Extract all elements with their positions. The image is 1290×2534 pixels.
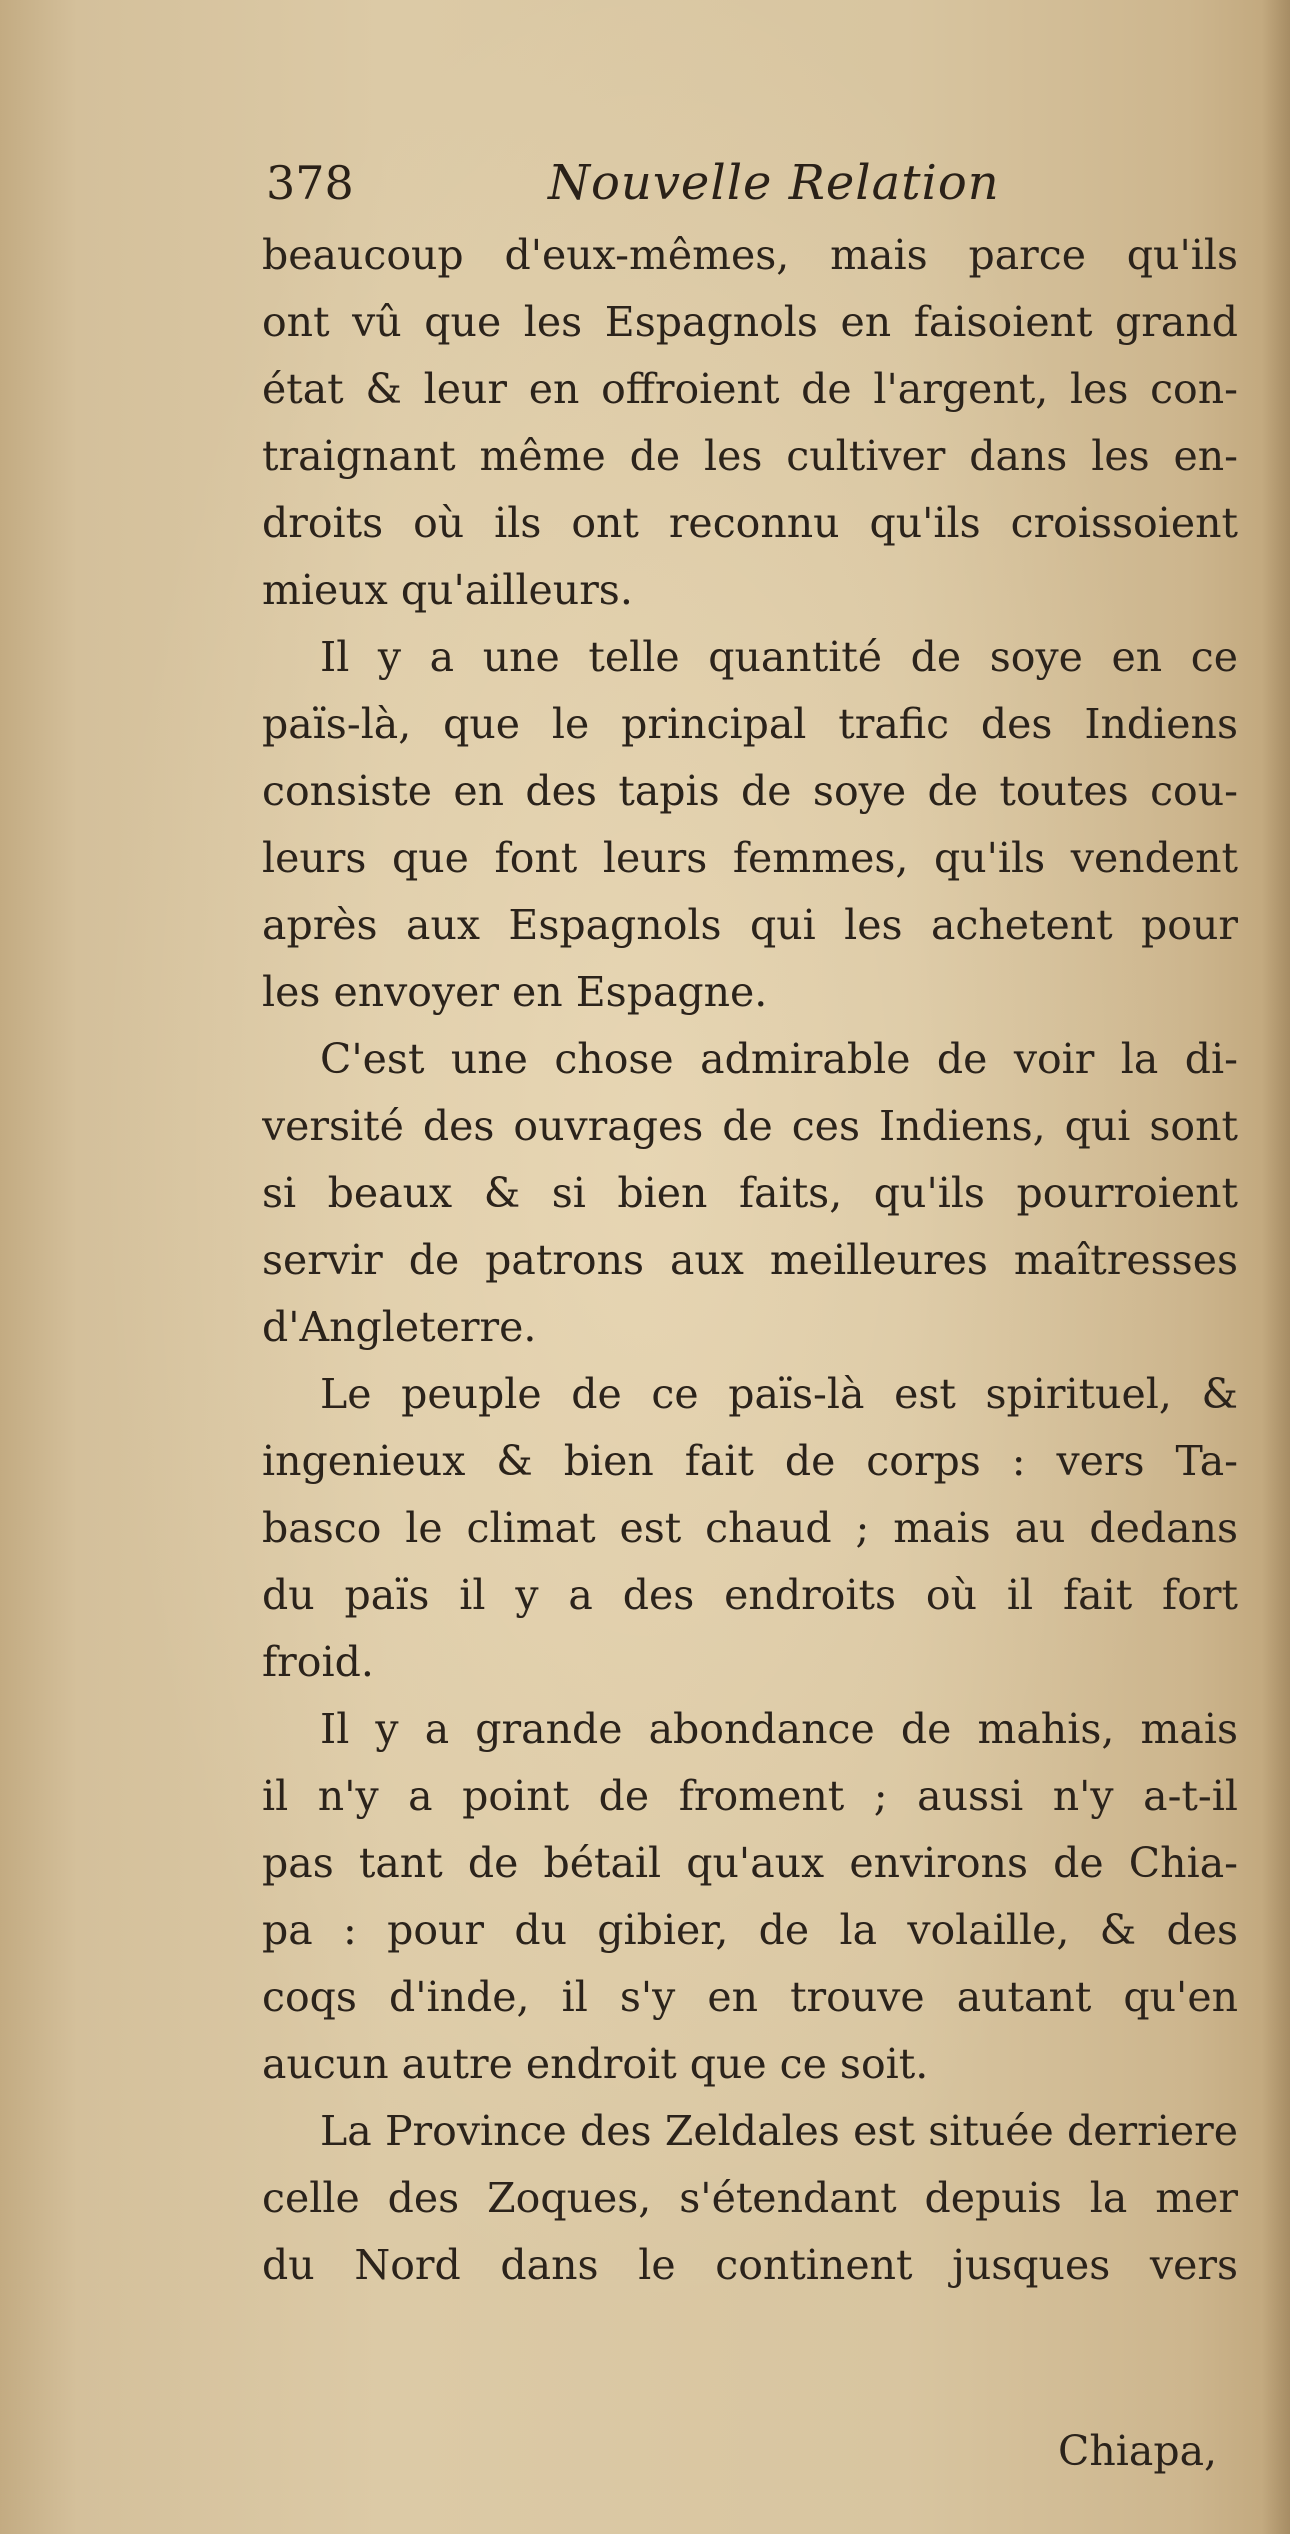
text-line: pa : pour du gibier, de la volaille, & des: [262, 1906, 1238, 1954]
text-line: consiste en des tapis de soye de toutes cou-: [262, 767, 1238, 815]
text-line: du païs il y a des endroits où il fait fort: [262, 1571, 1238, 1619]
text-line: beaucoup d'eux-mêmes, mais parce qu'ils: [262, 231, 1238, 279]
text-line: état & leur en offroient de l'argent, les con-: [262, 365, 1238, 413]
text-line: pas tant de bétail qu'aux environs de Chia-: [262, 1839, 1238, 1887]
text-line: mieux qu'ailleurs.: [262, 566, 633, 614]
text-line: La Province des Zeldales est située derriere: [320, 2107, 1238, 2155]
text-line: les envoyer en Espagne.: [262, 968, 768, 1016]
text-line: Le peuple de ce païs-là est spirituel, &: [320, 1370, 1238, 1418]
text-line: ont vû que les Espagnols en faisoient grand: [262, 298, 1238, 346]
text-line: versité des ouvrages de ces Indiens, qui sont: [262, 1102, 1238, 1150]
text-line: celle des Zoques, s'étendant depuis la mer: [262, 2174, 1238, 2222]
text-line: païs-là, que le principal trafic des Indiens: [262, 700, 1238, 748]
catchword: Chiapa,: [1058, 2427, 1218, 2475]
text-line: basco le climat est chaud ; mais au dedans: [262, 1504, 1238, 1552]
text-line: si beaux & si bien faits, qu'ils pourroient: [262, 1169, 1238, 1217]
page-number: 378: [266, 156, 354, 210]
text-line: il n'y a point de froment ; aussi n'y a-t-il: [262, 1772, 1238, 1820]
page-header: [266, 148, 1026, 218]
text-line: d'Angleterre.: [262, 1303, 537, 1351]
text-line: Il y a une telle quantité de soye en ce: [320, 633, 1238, 681]
text-line: Il y a grande abondance de mahis, mais: [320, 1705, 1238, 1753]
text-line: ingenieux & bien fait de corps : vers Ta-: [262, 1437, 1238, 1485]
text-line: du Nord dans le continent jusques vers: [262, 2241, 1238, 2289]
text-line: traignant même de les cultiver dans les en-: [262, 432, 1238, 480]
text-line: coqs d'inde, il s'y en trouve autant qu'en: [262, 1973, 1238, 2021]
text-line: C'est une chose admirable de voir la di-: [320, 1035, 1238, 1083]
body-text: [262, 222, 1238, 2299]
text-line: froid.: [262, 1638, 374, 1686]
text-line: servir de patrons aux meilleures maîtresses: [262, 1236, 1238, 1284]
text-line: aucun autre endroit que ce soit.: [262, 2040, 929, 2088]
text-line: droits où ils ont reconnu qu'ils croissoient: [262, 499, 1238, 547]
running-title: Nouvelle Relation: [548, 155, 1000, 211]
text-line: après aux Espagnols qui les achetent pour: [262, 901, 1238, 949]
text-line: leurs que font leurs femmes, qu'ils vendent: [262, 834, 1238, 882]
